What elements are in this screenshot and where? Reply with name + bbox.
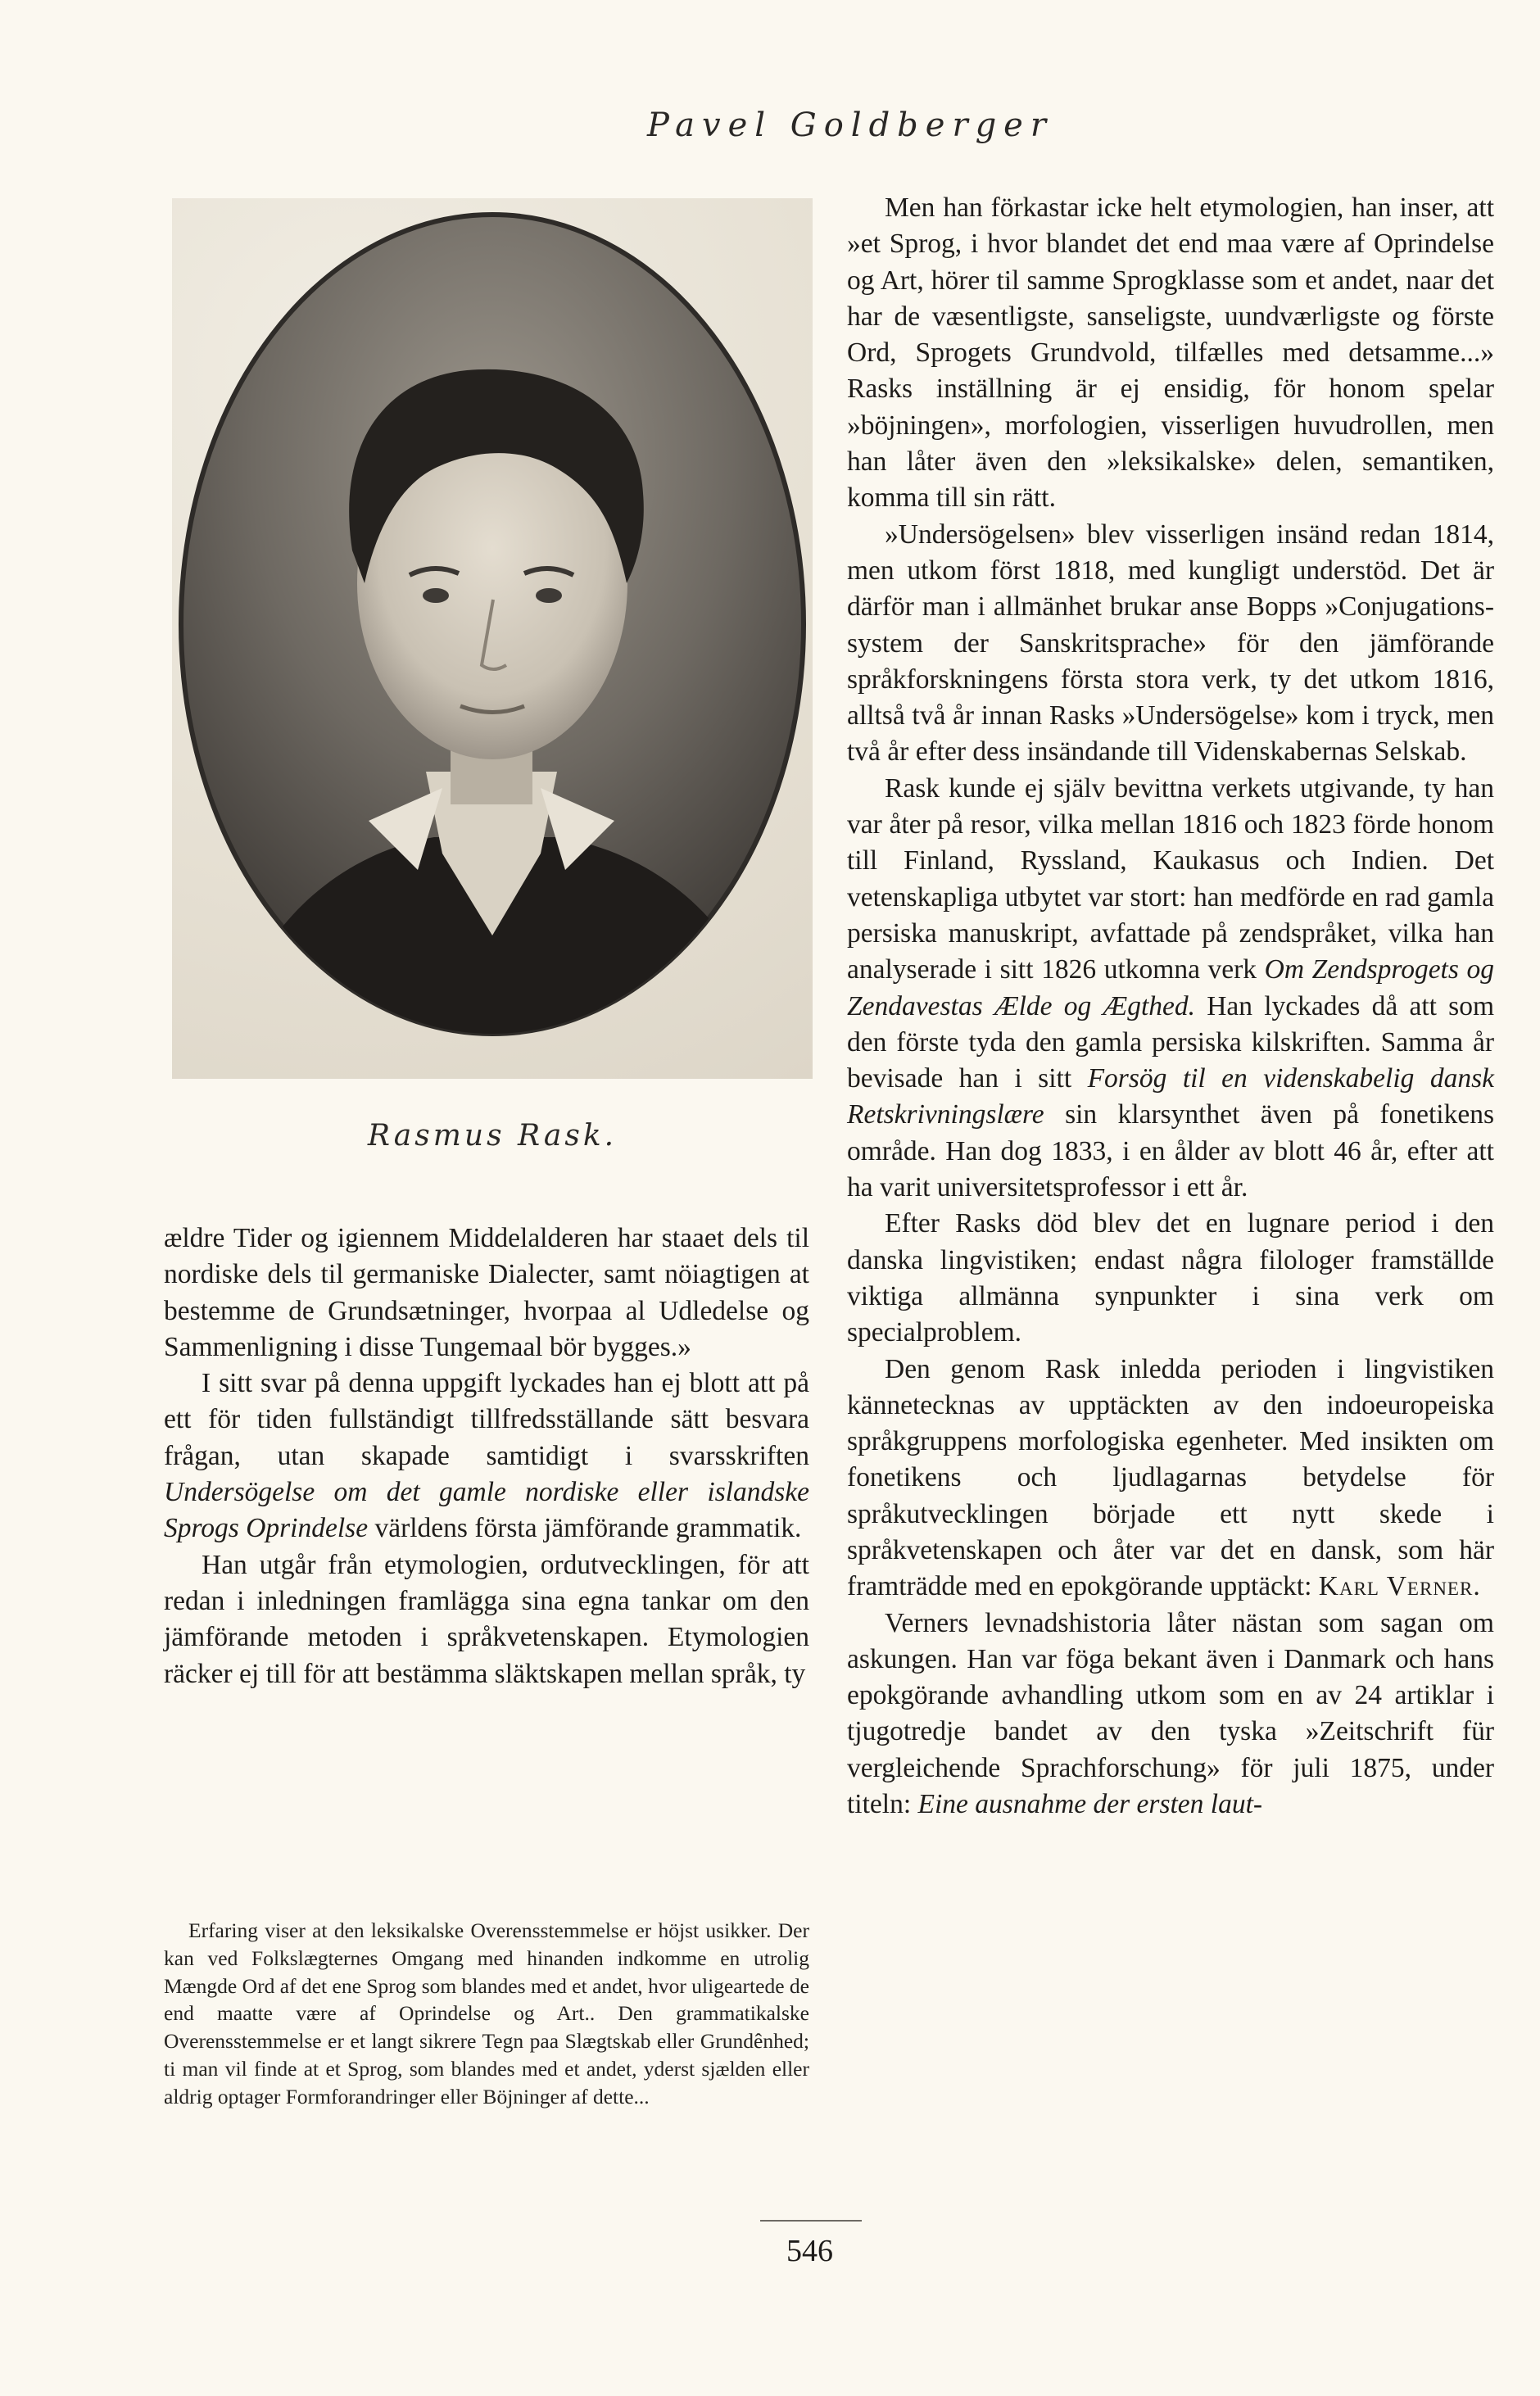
paragraph: »Undersögelsen» blev visserligen insänd redan 1814, men utkom först 1818, med kungligt understöd. Det är därför man i allmänhet brukar anse Bopps »Conjugationssystem der Sanskritsprache» för den jämförande språkforskningens första stora verk, ty det utkom 1816, alltså två år innan Rasks »Undersögelse» kom i tryck, men två år efter dess insändande till Videnskabernas Selskab. xyxy=(847,519,1494,768)
left-column xyxy=(164,1221,809,1692)
running-head: Pavel Goldberger xyxy=(647,106,1053,144)
paragraph: Men han förkastar icke helt etymologien, han inser, att »et Sprog, i hvor blandet det end maa være af Oprindelse og Art, hörer til samme Sprogklasse som et andet, naar det har de væsentligste, sanseligste, uundværligste og förste Ord, Sprogets Grundvold, tilfælles med detsamme...» Rasks inställning är ej ensidig, för honom spelar »böjningen», morfologien, visserligen huvudrollen, men han låter även den »leksikalske» delen, semantiken, komma till sin rätt. xyxy=(847,192,1494,514)
person-name: Karl Verner xyxy=(1318,1571,1474,1602)
footnote-quote: Erfaring viser at den leksikalske Overensstemmelse er höjst usikker. Der kan ved Folkslægternes Omgang med hinanden indkomme en utrolig Mængde Ord af det ene Sprog som blandes med et andet, hvor uligeartede de end maatte være af Oprindelse og Art.. Den grammatikalske Overensstemmelse er et langt sikrere Tegn paa Slægtskab eller Grundênhed; ti man vil finde at et Sprog, som blandes med et andet, yderst sjælden eller aldrig optager Formforandringer eller Böjninger af dette... xyxy=(164,1918,809,2108)
paragraph: Verners levnadshistoria låter nästan som sagan om askungen. Han var föga bekant även i Danmark och hans epokgörande avhandling utkom som en av 24 artiklar i tjugotredje bandet av den tyska »Zeitschrift für vergleichende Sprachforschung» för juli 1875, under titeln: Eine ausnahme der ersten laut- xyxy=(847,1607,1494,1820)
portrait-caption: Rasmus Rask. xyxy=(367,1119,618,1153)
portrait-image xyxy=(172,198,813,1079)
paragraph: Han utgår från etymologien, ordutvecklingen, för att redan i inledningen framlägga sina egna tankar om den jämförande metoden i språkvetenskapen. Etymologien räcker ej till för att bestämma släktskapen mellan språk, ty xyxy=(164,1549,809,1689)
paragraph: I sitt svar på denna uppgift lyckades han ej blott att på ett för tiden fullständigt tillfredsställande sätt besvara frågan, utan skapade samtidigt i svarsskriften Undersögelse om det gamle nordiske eller islandske Sprogs Oprindelse världens första jämförande grammatik. xyxy=(164,1368,809,1544)
work-title: Eine ausnahme der ersten laut- xyxy=(917,1789,1263,1820)
paragraph: ældre Tider og igiennem Middelalderen har staaet dels til nordiske dels til germaniske Dialecter, samt nöiagtigen at bestemme de Grundsætninger, hvorpaa al Udledelse og Sammenligning i disse Tungemaal bör bygges.» xyxy=(164,1223,809,1362)
work-title: Undersögelse om det gamle nordiske eller islandske Sprogs Oprindelse xyxy=(164,1477,809,1544)
right-column xyxy=(847,190,1494,1823)
paragraph: Rask kunde ej själv bevittna verkets utgivande, ty han var åter på resor, vilka mellan 1816 och 1823 förde honom till Finland, Ryssland, Kaukasus och Indien. Det vetenskapliga utbytet var stort: han medförde en rad gamla persiska manuskript, avfattade på zendspråket, vilka han analyserade i sitt 1826 utkomna verk Om Zendsprogets og Zendavestas Ælde og Ægthed. Han lyckades då att som den förste tyda den gamla persiska kilskriften. Samma år bevisade han i sitt Forsög til en videnskabelig dansk Retskrivningslære sin klarsynthet även på fonetikens område. Han dog 1833, i en ålder av blott 46 år, efter att ha varit universitetsprofessor i ett år. xyxy=(847,772,1495,1203)
paragraph: Den genom Rask inledda perioden i lingvistiken kännetecknas av upptäckten av den indoeuropeiska språkgruppens morfologiska egenheter. Med insikten om fonetikens och ljudlagarnas betydelse för språkutvecklingen började ett nytt skede i språkvetenskapen och åter var det en dansk, som här framträdde med en epokgörande upptäckt: Karl Verner. xyxy=(847,1353,1494,1602)
page-number-rule xyxy=(760,2220,862,2222)
work-title: Om Zendsprogets og Zendavestas Ælde og Ægthed. xyxy=(847,954,1494,1021)
work-title: Forsög til en videnskabelig dansk Retskrivningslære xyxy=(847,1063,1495,1130)
paragraph: Efter Rasks död blev det en lugnare period i den danska lingvistiken; endast några filologer framställde viktiga allmänna synpunkter i sina verk om specialproblem. xyxy=(847,1208,1494,1348)
page-number: 546 xyxy=(786,2234,833,2268)
